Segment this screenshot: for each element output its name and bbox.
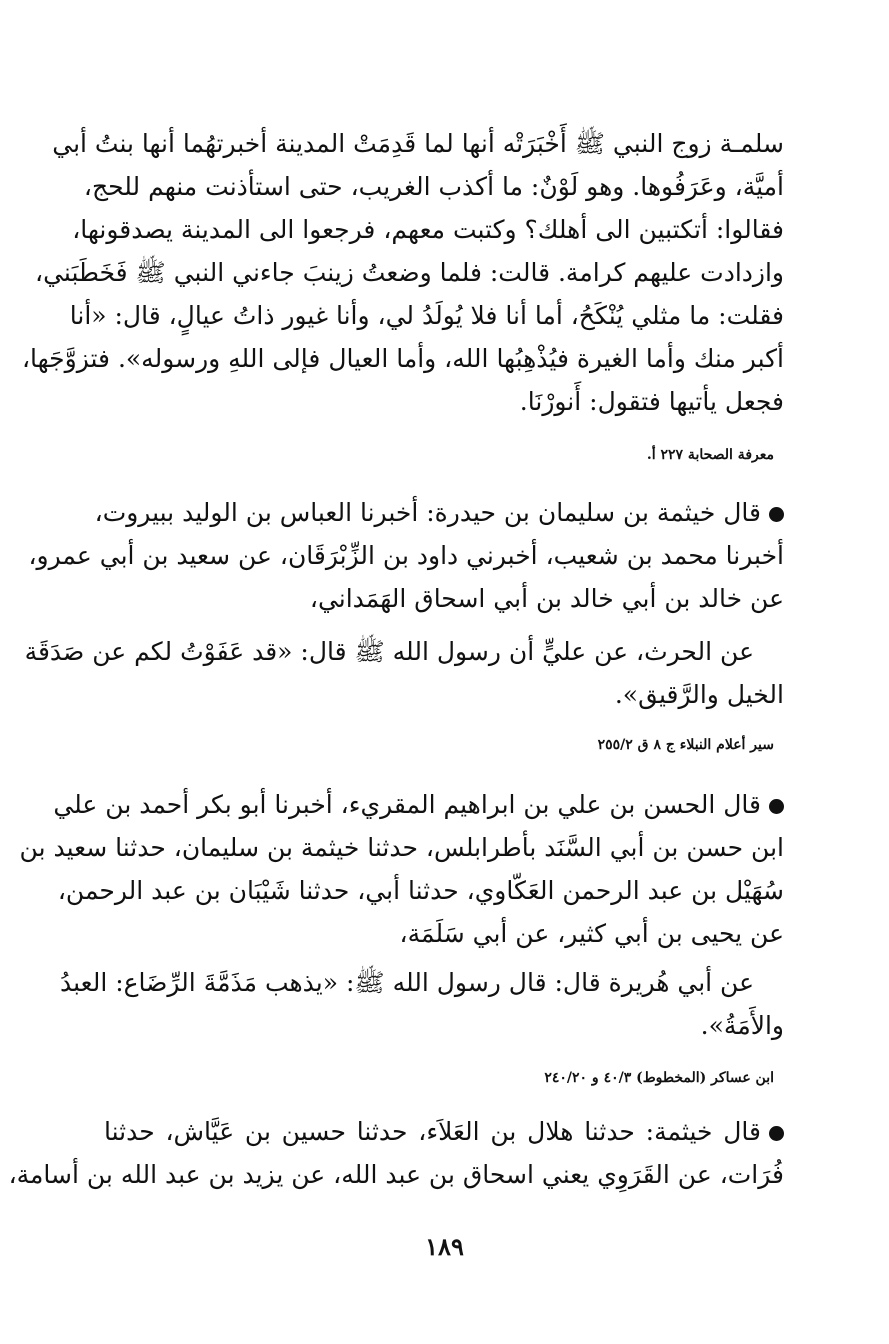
paragraph-3 — [19, 783, 784, 1047]
source-citation: ابن عساكر (المخطوط) ٤٠/٣ و ٢٤٠/٢٠ — [544, 1070, 774, 1086]
text-line: فجعل يأتيها فتقول: أَنورْنَا. — [519, 387, 784, 416]
isnad-line — [94, 491, 784, 534]
paragraph-1 — [21, 122, 784, 423]
paragraph-4 — [8, 1110, 784, 1196]
isnad-line: عن خالد بن أبي خالد بن أبي اسحاق الهَمَداني، — [309, 584, 784, 613]
bullet-icon — [769, 799, 784, 814]
paragraph-2 — [24, 491, 784, 716]
text-line: أميَّة، وعَرَفُوها. وهو لَوْنٌ: ما أكذب الغريب، حتى استأذنت منهم للحج، — [83, 172, 784, 201]
isnad-line — [53, 783, 784, 826]
isnad-line: سُهَيْل بن عبد الرحمن العَكّاوي، حدثنا أبي، حدثنا شَيْبَان بن عبد الرحمن، — [57, 876, 784, 905]
text-line: سلمـة زوج النبي ﷺ أَخْبَرَتْه أنها لما قَدِمَتْ المدينة أخبرتهُما أنها بنتُ أبي — [52, 129, 784, 158]
isnad-text: قال الحسن بن علي بن ابراهيم المقريء، أخبرنا أبو بكر أحمد بن علي — [53, 790, 761, 819]
isnad-text: قال خيثمة بن سليمان بن حيدرة: أخبرنا العباس بن الوليد ببيروت، — [94, 498, 761, 527]
text-line: فقالوا: أتكتبين الى أهلك؟ وكتبت معهم، فرجعوا الى المدينة يصدقونها، — [72, 215, 784, 244]
bullet-icon — [769, 507, 784, 522]
isnad-line: فُرَات، عن القَرَوِي يعني اسحاق بن عبد الله، عن يزيد بن عبد الله بن أسامة، — [8, 1160, 784, 1189]
hadith-line: عن أبي هُريرة قال: قال رسول الله ﷺ: «يذهب مَذَمَّةَ الرِّضَاع: العبدُ — [59, 968, 754, 997]
isnad-line: ابن حسن بن أبي السَّنَد بأطرابلس، حدثنا خيثمة بن سليمان، حدثنا سعيد بن — [19, 833, 784, 862]
page-number: ١٨٩ — [425, 1232, 464, 1261]
text-line: فقلت: ما مثلي يُنْكَحُ، أما أنا فلا يُولَدُ لي، وأنا غيور ذاتُ عيالٍ، قال: «أنا — [69, 301, 784, 330]
bullet-icon — [769, 1126, 784, 1141]
hadith-line: الخيل والرَّقيق». — [614, 680, 784, 709]
hadith-line: عن الحرث، عن عليٍّ أن رسول الله ﷺ قال: «قد عَفَوْتُ لكم عن صَدَقَة — [24, 637, 754, 666]
hadith-line: والأَمَةُ». — [700, 1011, 784, 1040]
isnad-line: أخبرنا محمد بن شعيب، أخبرني داود بن الزِّبْرَقَان، عن سعيد بن أبي عمرو، — [28, 541, 784, 570]
source-citation: سير أعلام النبلاء ج ٨ ق ٢٥٥/٢ — [597, 737, 774, 753]
isnad-line: عن يحيى بن أبي كثير، عن أبي سَلَمَة، — [399, 919, 784, 948]
text-line: وازدادت عليهم كرامة. قالت: فلما وضعتُ زينبَ جاءني النبي ﷺ فَخَطَبَني، — [35, 258, 784, 287]
text-line: أكبر منك وأما الغيرة فيُذْهِبُها الله، وأما العيال فإلى اللهِ ورسوله». فتزوَّجَها، — [21, 344, 784, 373]
isnad-text: قال خيثمة: حدثنا هلال بن العَلاَء، حدثنا حسين بن عَيَّاش، حدثنا — [104, 1117, 761, 1146]
source-citation: معرفة الصحابة ٢٢٧ أ. — [646, 447, 774, 463]
isnad-line — [104, 1110, 784, 1153]
